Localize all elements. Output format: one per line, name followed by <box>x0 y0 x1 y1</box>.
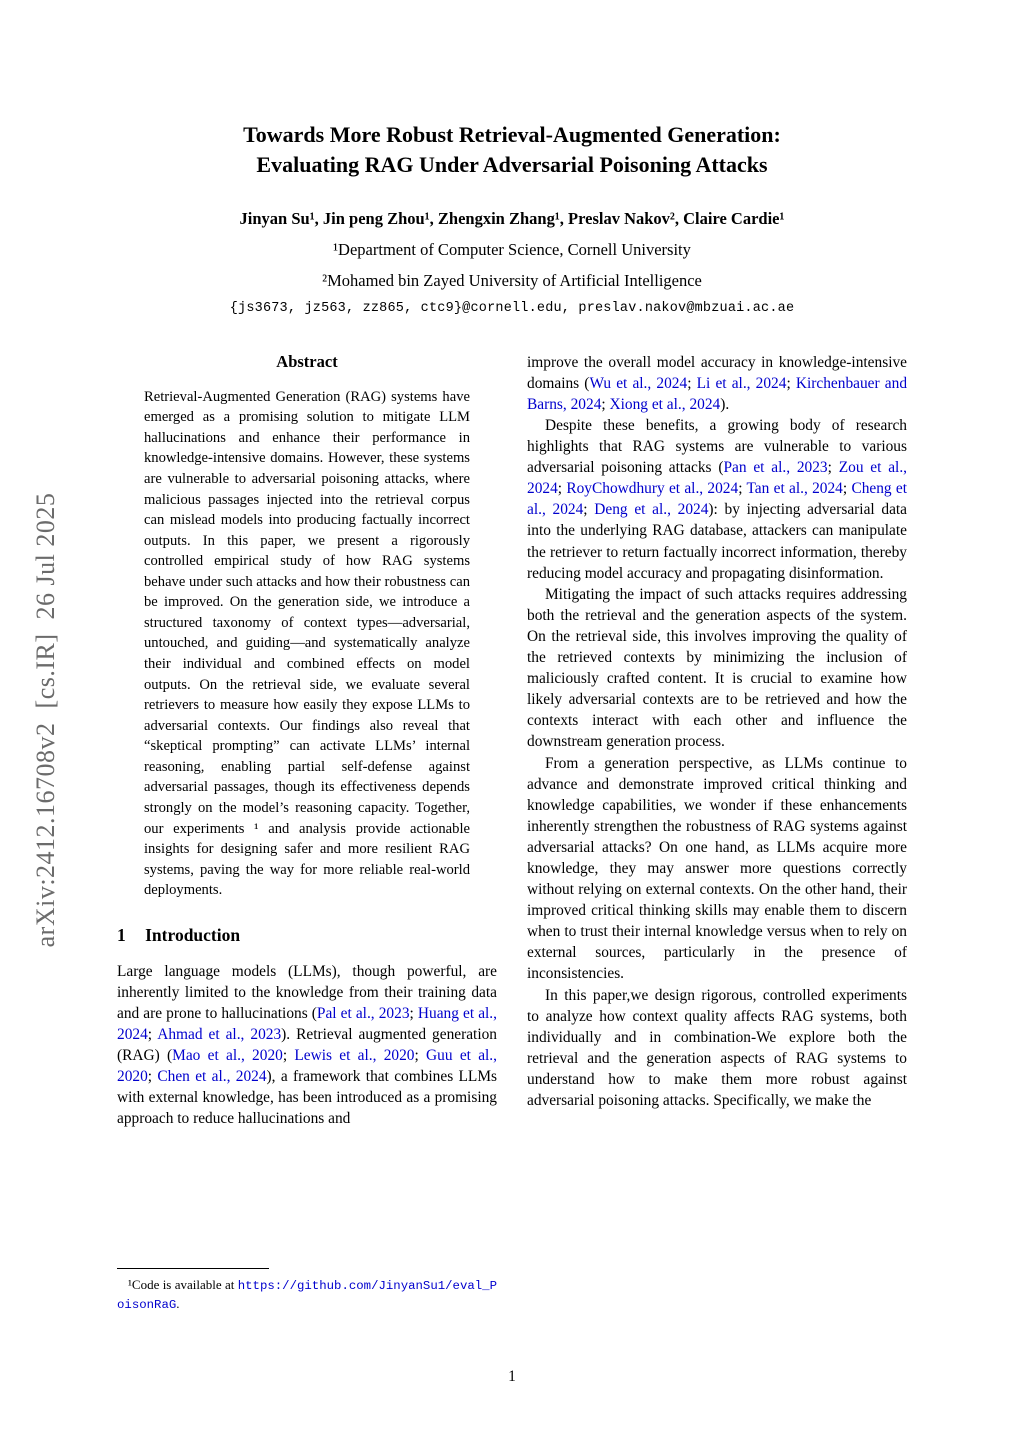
text-segment: In this paper,we design rigorous, controlled experiments to analyze how context quality affects RAG systems, both individually and in combination-We explore both the retrieval and the generation aspects of RAG systems to understand how to make them more robust against adversarial poisoning attacks. Specifically, we make the <box>527 986 907 1109</box>
text-segment: ): by injecting adversarial data into the underlying RAG database, attackers can manipulate the retriever to return factually incorrect information, thereby reducing model accuracy and propagating disinformation. <box>527 501 908 582</box>
right-paragraph-3 <box>527 584 907 753</box>
text-segment: ). <box>720 395 730 413</box>
left-column <box>117 352 497 1314</box>
author-emails: {js3673, jz563, zz865, ctc9}@cornell.edu, preslav.nakov@mbzuai.ac.ae <box>229 300 795 316</box>
text-segment: ; <box>409 1004 418 1022</box>
text-segment: Mitigating the impact of such attacks requires addressing both the retrieval and the generation aspects of the system. On the retrieval side, this involves improving the quality of the retrieved contexts by minimizing the inclusion of maliciously crafted content. It is crucial to examine how likely adversarial contexts are to be retrieved and how the contexts interact with each other and influence the downstream generation process. <box>527 585 907 751</box>
citation-link[interactable]: Mao et al., 2020 <box>172 1047 283 1065</box>
text-segment: ; <box>601 395 610 413</box>
affiliation-1: ¹Department of Computer Science, Cornell University <box>333 239 691 259</box>
abstract-heading: Abstract <box>276 351 338 371</box>
title-line-2: Evaluating RAG Under Adversarial Poisoning Attacks <box>256 152 768 178</box>
arxiv-watermark: arXiv:2412.16708v2 [cs.IR] 26 Jul 2025 <box>31 492 60 948</box>
text-segment: ; <box>687 374 697 392</box>
citation-link[interactable]: Pal et al., 2023 <box>316 1004 410 1022</box>
footnote-url-link[interactable]: https://github.com/JinyanSu1/eval_PoisonRaG <box>117 1279 497 1313</box>
text-segment: . <box>176 1296 180 1312</box>
text-segment: ; <box>414 1047 427 1065</box>
section-heading-introduction <box>117 925 497 946</box>
page-number: 1 <box>508 1368 516 1385</box>
section-title: Introduction <box>145 924 241 945</box>
citation-link[interactable]: Xiong et al., 2024 <box>609 395 721 413</box>
text-segment: ; <box>147 1026 158 1044</box>
footnote <box>117 1258 497 1313</box>
text-segment: ; <box>147 1068 158 1086</box>
footnote-rule <box>117 1268 269 1269</box>
paper-content <box>117 0 907 1314</box>
citation-link[interactable]: Kirchenbauer and Barns, 2024 <box>527 374 908 413</box>
citation-link[interactable]: Chen et al., 2024 <box>157 1068 267 1086</box>
citation-link[interactable]: Huang et al., 2024 <box>117 1004 497 1044</box>
title-line-1: Towards More Robust Retrieval-Augmented Generation: <box>243 122 781 147</box>
citation-link[interactable]: RoyChowdhury et al., 2024 <box>566 480 739 498</box>
text-segment: ¹Code is available at <box>128 1277 238 1293</box>
citation-link[interactable]: Pan et al., 2023 <box>723 459 828 477</box>
right-paragraph-2 <box>527 415 907 584</box>
citation-link[interactable]: Lewis et al., 2020 <box>294 1047 415 1065</box>
text-segment: ), a framework that combines LLMs with external knowledge, has been introduced as a promising approach to reduce hallucinations and <box>117 1068 497 1128</box>
right-paragraph-4 <box>527 753 907 985</box>
citation-link[interactable]: Deng et al., 2024 <box>594 501 709 519</box>
text-segment: ; <box>842 480 852 498</box>
citation-link[interactable]: Li et al., 2024 <box>696 374 787 392</box>
text-segment: ; <box>738 480 747 498</box>
right-paragraph-5 <box>527 985 907 1112</box>
text-segment: Despite these benefits, a growing body of research highlights that RAG systems are vulnerable to various adversarial poisoning attacks ( <box>527 417 907 477</box>
text-segment: ; <box>827 459 839 477</box>
text-segment: improve the overall model accuracy in knowledge-intensive domains ( <box>527 353 907 392</box>
text-segment: ; <box>583 501 595 519</box>
abstract-section <box>117 352 497 901</box>
author-list: Jinyan Su¹, Jin peng Zhou¹, Zhengxin Zhang¹, Preslav Nakov², Claire Cardie¹ <box>239 208 785 228</box>
text-segment: ; <box>557 480 567 498</box>
abstract-text: Retrieval-Augmented Generation (RAG) systems have emerged as a promising solution to mitigate LLM hallucinations and enhance their performance in knowledge-intensive domains. However, these systems are vulnerable to adversarial poisoning attacks, where malicious passages injected into the retrieval corpus can mislead models into producing factually incorrect outputs. In this paper, we present a rigorously controlled empirical study of how RAG systems behave under such attacks and how their robustness can be improved. On the generation side, we introduce a structured taxonomy of context types—adversarial, untouched, and guiding—and systematically analyze their individual and combined effects on model outputs. On the retrieval side, we evaluate several retrievers to measure how easily they expose LLMs to adversarial contexts. Our findings also reveal that “skeptical prompting” can activate LLMs’ internal reasoning, enabling partial self-defense against adversarial passages, though its effectiveness depends strongly on the model’s reasoning capacity. Together, our experiments ¹ and analysis provide actionable insights for designing safer and more resilient RAG systems, paving the way for more reliable real-world deployments. <box>144 388 470 899</box>
citation-link[interactable]: Wu et al., 2024 <box>589 374 688 392</box>
right-paragraph-1 <box>527 352 907 415</box>
paper-title <box>117 120 907 181</box>
citation-link[interactable]: Tan et al., 2024 <box>746 480 843 498</box>
paper-header <box>117 120 907 316</box>
affiliation-2: ²Mohamed bin Zayed University of Artificial Intelligence <box>322 270 702 290</box>
text-segment: ; <box>786 374 796 392</box>
citation-link[interactable]: Ahmad et al., 2023 <box>157 1026 282 1044</box>
text-segment: ). Retrieval augmented generation (RAG) ( <box>117 1026 497 1065</box>
section-number: 1 <box>117 924 126 945</box>
footnote-text <box>117 1276 497 1313</box>
citation-link[interactable]: Cheng et al., 2024 <box>527 480 908 519</box>
text-segment: From a generation perspective, as LLMs continue to advance and demonstrate improved critical thinking and knowledge capabilities, we wonder if these enhancements inherently strengthen the robustness of RAG systems against adversarial attacks? On one hand, as LLMs acquire more knowledge, they may answer more questions correctly without relying on external contexts. On the other hand, their improved critical thinking skills may enable them to discern when to trust their internal knowledge versus when to rely on external sources, particularly in the presence of inconsistencies. <box>527 754 907 983</box>
right-column <box>527 352 907 1314</box>
citation-link[interactable]: Guu et al., 2020 <box>117 1047 497 1086</box>
intro-paragraph-1 <box>117 961 497 1130</box>
text-segment: ; <box>282 1047 295 1065</box>
citation-link[interactable]: Zou et al., 2024 <box>527 459 908 498</box>
two-column-body <box>117 352 907 1314</box>
text-segment: Large language models (LLMs), though powerful, are inherently limited to the knowledge from their training data and are prone to hallucinations ( <box>117 962 497 1022</box>
